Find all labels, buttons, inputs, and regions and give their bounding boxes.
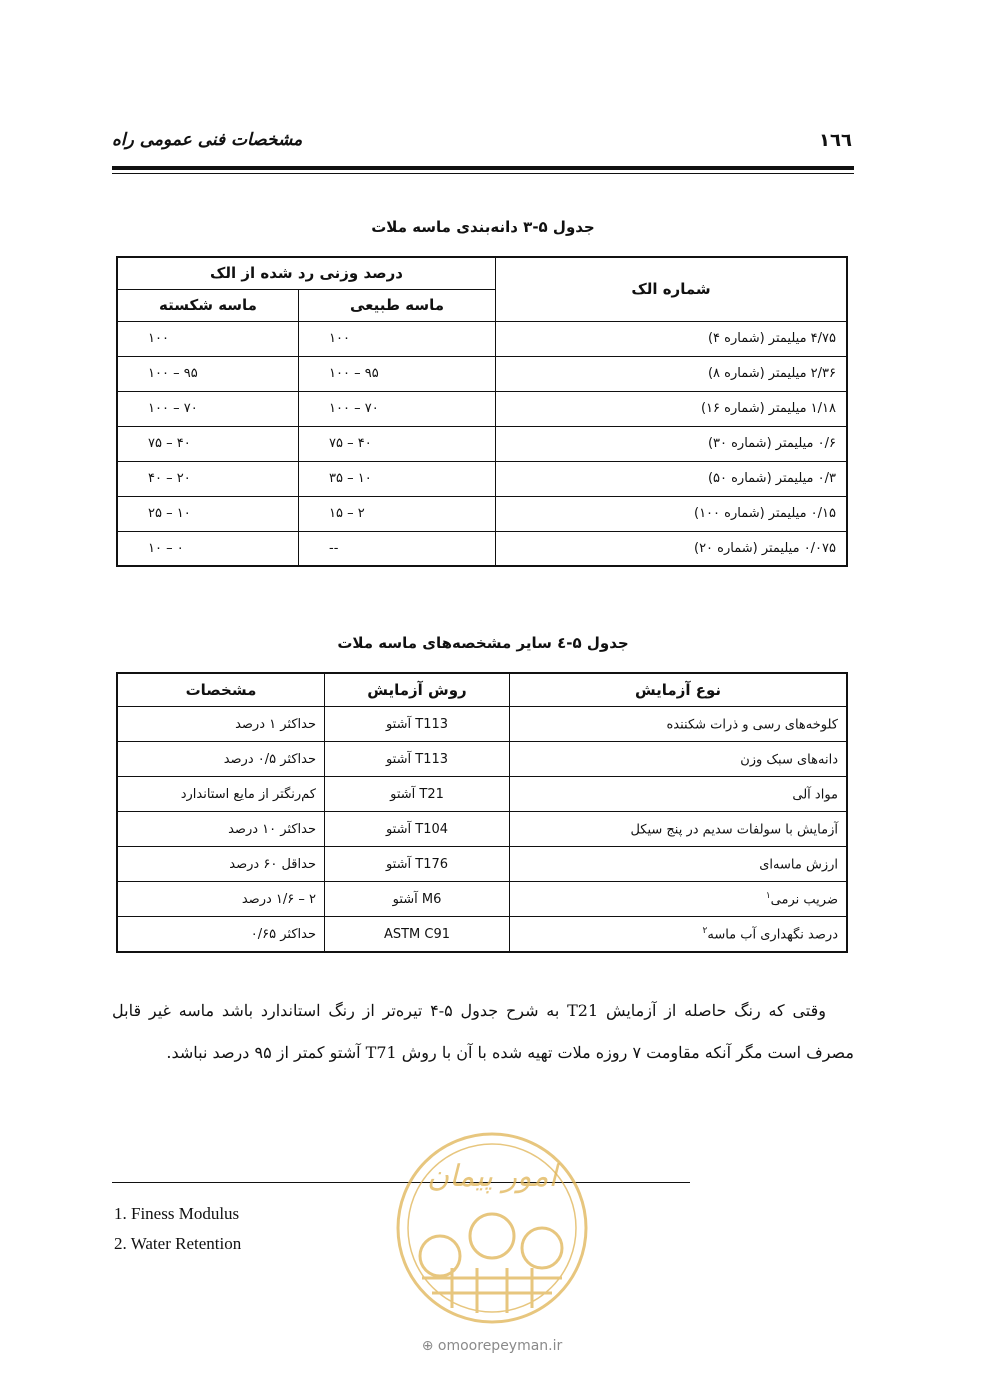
header-passing-percent: درصد وزنی رد شده از الک — [117, 257, 496, 289]
header-specification: مشخصات — [117, 673, 325, 707]
page-number: ۱٦٦ — [819, 130, 852, 151]
test-type-cell — [510, 812, 848, 847]
test-type-text: دانه‌های سبک وزن — [740, 752, 838, 768]
test-type-text: ارزش ماسه‌ای — [759, 857, 838, 873]
test-type-text: آزمایش با سولفات سدیم در پنج سیکل — [630, 822, 838, 838]
table1-row — [117, 426, 847, 461]
natural-sand-cell: ۲ – ۱۵ — [299, 496, 496, 531]
sieve-cell: ۰/۶ میلیمتر (شماره ۳۰) — [496, 426, 848, 461]
header-natural-sand: ماسه طبیعی — [299, 289, 496, 321]
specification-cell: حداقل ۶۰ درصد — [117, 847, 325, 882]
natural-sand-cell: ۷۰ – ۱۰۰ — [299, 391, 496, 426]
test-method-cell: T176 آشتو — [325, 847, 510, 882]
test-type-text: درصد نگهداری آب ماسه — [707, 927, 838, 943]
table2-row — [117, 742, 847, 777]
natural-sand-cell: ۴۰ – ۷۵ — [299, 426, 496, 461]
test-method-cell: T21 آشتو — [325, 777, 510, 812]
sand-properties-table — [116, 672, 848, 953]
table2-row — [117, 847, 847, 882]
table1-caption: جدول ۵-۳ دانه‌بندی ماسه ملات — [371, 218, 595, 236]
sieve-cell: ۱/۱۸ میلیمتر (شماره ۱۶) — [496, 391, 848, 426]
test-type-cell — [510, 777, 848, 812]
table2-row — [117, 882, 847, 917]
crushed-sand-cell: ۲۰ – ۴۰ — [117, 461, 299, 496]
sieve-cell: ۰/۱۵ میلیمتر (شماره ۱۰۰) — [496, 496, 848, 531]
test-method-cell: T104 آشتو — [325, 812, 510, 847]
test-method-cell: ASTM C91 — [325, 917, 510, 953]
test-type-cell — [510, 847, 848, 882]
natural-sand-cell: -- — [299, 531, 496, 566]
crushed-sand-cell: ۹۵ – ۱۰۰ — [117, 356, 299, 391]
watermark-url — [392, 1338, 592, 1354]
specification-cell: حداکثر ۱۰ درصد — [117, 812, 325, 847]
test-method-cell: T113 آشتو — [325, 707, 510, 742]
sieve-cell: ۰/۰۷۵ میلیمتر (شماره ۲۰) — [496, 531, 848, 566]
table1-row — [117, 461, 847, 496]
crushed-sand-cell: ۰ – ۱۰ — [117, 531, 299, 566]
footnote-2: 2. Water Retention — [114, 1234, 242, 1253]
sieve-cell: ۰/۳ میلیمتر (شماره ۵۰) — [496, 461, 848, 496]
sand-gradation-table — [116, 256, 848, 567]
table1-row — [117, 321, 847, 356]
table2-row — [117, 777, 847, 812]
test-type-text: کلوخه‌های رسی و ذرات شکننده — [666, 717, 838, 733]
natural-sand-cell: ۱۰۰ — [299, 321, 496, 356]
test-type-text: ضریب نرمی — [770, 892, 838, 908]
test-type-cell — [510, 917, 848, 953]
crushed-sand-cell: ۴۰ – ۷۵ — [117, 426, 299, 461]
footnote-1: 1. Finess Modulus — [114, 1204, 240, 1223]
table1-row — [117, 391, 847, 426]
header-rule-thin — [112, 173, 854, 174]
omoorepeyman-logo — [392, 1128, 592, 1328]
running-header-title: مشخصات فنی عمومی راه — [112, 130, 303, 150]
test-method-cell: T113 آشتو — [325, 742, 510, 777]
specification-cell: حداکثر ۰/۶۵ — [117, 917, 325, 953]
sieve-cell: ۴/۷۵ میلیمتر (شماره ۴) — [496, 321, 848, 356]
natural-sand-cell: ۱۰ – ۳۵ — [299, 461, 496, 496]
table1-row — [117, 531, 847, 566]
test-type-text: مواد آلی — [792, 787, 838, 803]
test-method-cell: M6 آشتو — [325, 882, 510, 917]
footnote-ref: ۱ — [765, 890, 771, 901]
sieve-cell: ۲/۳۶ میلیمتر (شماره ۸) — [496, 356, 848, 391]
table2-row — [117, 917, 847, 953]
body-paragraph: وقتی که رنگ حاصله از آزمایش T21 به شرح جدول ۵-۴ تیره‌تر از رنگ استاندارد باشد ماسه غیر قابل مصرف است مگر آنکه مقاومت ۷ روزه ملات تهیه شده با آن با روش T71 آشتو کمتر از ۹۵ درصد نباشد. — [112, 1001, 854, 1062]
natural-sand-cell: ۹۵ – ۱۰۰ — [299, 356, 496, 391]
specification-cell: حداکثر ۱ درصد — [117, 707, 325, 742]
specification-cell: کم‌رنگتر از مایع استاندارد — [117, 777, 325, 812]
table1-row — [117, 496, 847, 531]
table2-row — [117, 812, 847, 847]
logo-lettering: امور پیمان — [427, 1159, 557, 1194]
table2-caption: جدول ۵-٤ سایر مشخصه‌های ماسه ملات — [337, 634, 629, 652]
test-type-cell — [510, 707, 848, 742]
header-sieve: شماره الک — [496, 257, 848, 321]
table2-row — [117, 707, 847, 742]
crushed-sand-cell: ۷۰ – ۱۰۰ — [117, 391, 299, 426]
crushed-sand-cell: ۱۰ – ۲۵ — [117, 496, 299, 531]
header-test-type: نوع آزمایش — [510, 673, 848, 707]
header-rule-thick — [112, 166, 854, 170]
specification-cell: ۲ – ۱/۶ درصد — [117, 882, 325, 917]
globe-icon: ⊕ — [421, 1338, 434, 1354]
table1-row — [117, 356, 847, 391]
test-type-cell — [510, 882, 848, 917]
crushed-sand-cell: ۱۰۰ — [117, 321, 299, 356]
footnote-ref: ۲ — [702, 925, 708, 936]
header-test-method: روش آزمایش — [325, 673, 510, 707]
header-crushed-sand: ماسه شکسته — [117, 289, 299, 321]
watermark-url-text: omoorepeyman.ir — [437, 1338, 563, 1354]
specification-cell: حداکثر ۰/۵ درصد — [117, 742, 325, 777]
test-type-cell — [510, 742, 848, 777]
